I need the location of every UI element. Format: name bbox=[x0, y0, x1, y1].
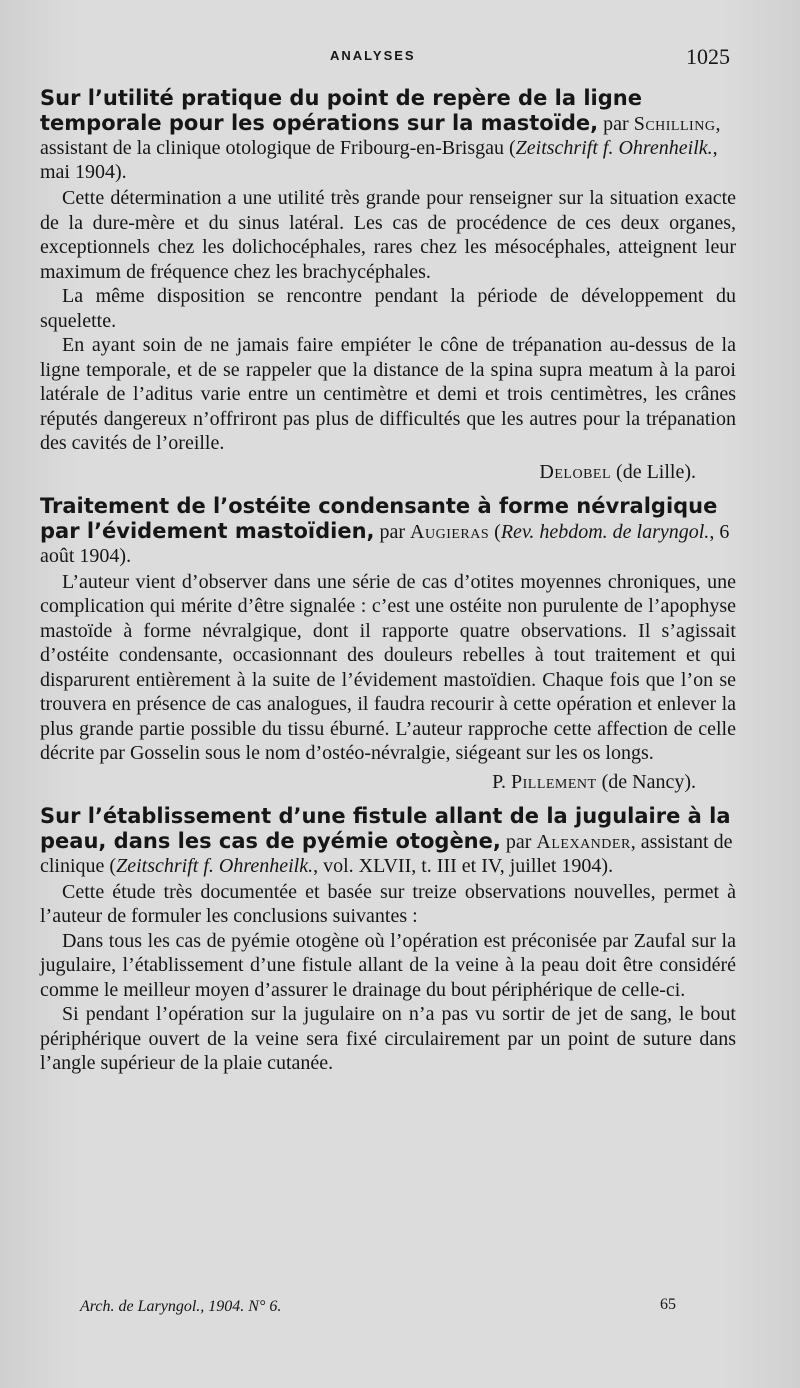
journal-citation: Zeitschrift f. Ohrenheilk. bbox=[116, 854, 314, 877]
reviewer-signature: P. Pillement (de Nancy). bbox=[492, 770, 696, 793]
running-head: ANALYSES bbox=[330, 48, 416, 63]
paragraph: Si pendant l’opération sur la jugulaire on n’a pas vu sortir de jet de sang, le bout périphérique ouvert de la veine sera fixé circulairement par un point de suture dans l’angle supérieur de la plaie cutanée. bbox=[40, 1003, 736, 1074]
paragraph: L’auteur vient d’observer dans une série de cas d’otites moyennes chroniques, une complication qui mérite d’être signalée : c’est une ostéite non purulente de l’apophyse mastoïde à forme névralgique, dont il rapporte quatre observations. Il s’agissait d’ostéite condensante, occasionnant des douleurs rebelles à tout traitement et qui disparurent entièrement à la suite de l’évidement mastoïdien. Chaque fois que l’on se trouvera en présence de cas analogues, il faudra recourir à cette opération et enlever la plus grande partie possible du tissu éburné. L’auteur rapproche cette affection de celle décrite par Gosselin sous le nom d’ostéo-névralgie, siégeant sur les os longs. bbox=[40, 570, 736, 764]
article-heading: Sur l’utilité pratique du point de repère de la ligne temporale pour les opérations sur la mastoïde, par Schilling, assistant de la clinique otologique de Fribourg-en-Brisgau (Zeitschrift f. Ohrenheilk., mai 1904). bbox=[40, 86, 721, 183]
journal-citation: Rev. hebdom. de laryngol. bbox=[500, 520, 710, 543]
citation-date: , 6 août 1904). bbox=[40, 520, 730, 567]
author-role: , assistant de la clinique otologique de Fribourg-en-Brisgau ( bbox=[40, 113, 721, 159]
page-number: 1025 bbox=[686, 44, 730, 69]
paragraph: Cette détermination a une utilité très grande pour renseigner sur la situation exacte de la dure-mère et du sinus latéral. Les cas de procédence de ces deux organes, exceptionnels chez les dolichocéphales, rares chez les mésocéphales, atteignent leur maximum de fréquence chez les brachycéphales. bbox=[40, 187, 736, 283]
article-author: Schilling bbox=[633, 113, 716, 135]
paragraph: La même disposition se rencontre pendant la période de développement du squelette. bbox=[40, 285, 736, 332]
article-author: Alexander bbox=[536, 830, 631, 853]
reviewer-place: (de Lille). bbox=[611, 460, 696, 483]
article-augieras bbox=[40, 494, 736, 794]
citation-date: , vol. XLVII, t. III et IV, juillet 1904). bbox=[313, 854, 614, 877]
page-footer bbox=[80, 1296, 700, 1326]
page-body bbox=[40, 86, 736, 1086]
article-heading: Traitement de l’ostéite condensante à forme névralgique par l’évidement mastoïdien, par Augieras (Rev. hebdom. de laryngol., 6 août 1904). bbox=[40, 493, 730, 567]
article-heading: Sur l’établissement d’une fistule allant de la jugulaire à la peau, dans les cas de pyémie otogène, par Alexander, assistant de clinique (Zeitschrift f. Ohrenheilk., vol. XLVII, t. III et IV, juillet 1904). bbox=[40, 803, 733, 877]
article-alexander bbox=[40, 804, 736, 1076]
reviewer-signature bbox=[40, 460, 736, 484]
reviewer-name: Delobel bbox=[539, 460, 612, 483]
paragraph: En ayant soin de ne jamais faire empiéter le cône de trépanation au-dessus de la ligne temporale, et de se rappeler que la distance de la spina supra meatum à la paroi latérale de l’aditus varie entre un centimètre et demi et trois centimètres, les crânes réputés dangereux n’offriront pas plus de difficultés que les autres pour la trépanation des cavités de l’oreille. bbox=[40, 334, 736, 454]
page-header bbox=[0, 44, 800, 74]
citation-date: , mai 1904). bbox=[40, 137, 718, 183]
article-author: Augieras bbox=[410, 520, 490, 543]
author-role: , assistant de clinique ( bbox=[40, 830, 733, 877]
reviewer-name: Pillement bbox=[510, 770, 597, 793]
paragraph: Cette étude très documentée et basée sur treize observations nouvelles, permet à l’auteur de formuler les conclusions suivantes : bbox=[40, 880, 736, 927]
author-role: ( bbox=[489, 520, 501, 543]
reviewer-place: (de Nancy). bbox=[596, 770, 696, 793]
article-title: Sur l’établissement d’une fistule allant de la jugulaire à la peau, dans les cas de pyémie otogène, bbox=[40, 803, 731, 853]
signature-mark: 65 bbox=[660, 1296, 676, 1313]
article-schilling bbox=[40, 86, 736, 484]
journal-citation: Zeitschrift f. Ohrenheilk. bbox=[515, 137, 713, 159]
footer-journal: Arch. de Laryngol., 1904. N° 6. bbox=[80, 1298, 282, 1315]
article-title: Sur l’utilité pratique du point de repère de la ligne temporale pour les opérations sur la mastoïde, bbox=[40, 86, 642, 135]
paragraph: Dans tous les cas de pyémie otogène où l’opération est préconisée par Zaufal sur la jugulaire, l’établissement d’une fistule allant de la veine à la peau doit être considéré comme le meilleur moyen d’assurer le drainage du bout périphérique de celle-ci. bbox=[40, 929, 736, 1001]
article-title: Traitement de l’ostéite condensante à forme névralgique par l’évidement mastoïdien, bbox=[40, 493, 718, 543]
